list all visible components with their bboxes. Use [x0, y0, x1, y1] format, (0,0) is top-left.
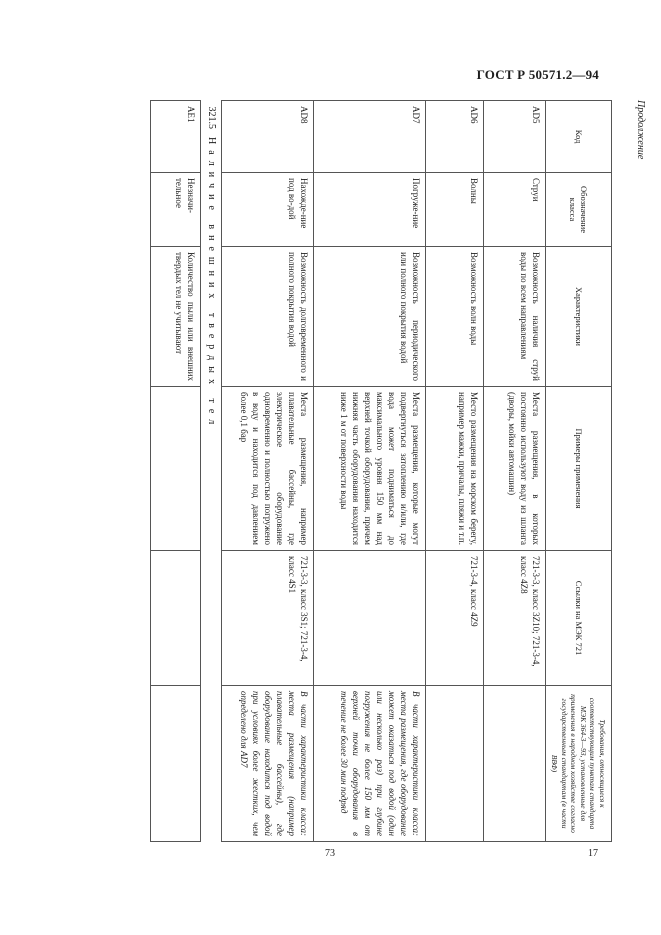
cell-iec: 721-3-3, класс 3Z10; 721-3-4, класс 4Z8 [484, 551, 546, 686]
cell-iec [151, 551, 201, 686]
cell-requirements: В части характеристики класса: места размещения (например плавательные бассейны), где оборудование находится под водой при условиях более жестких, чем определено для AD7 [222, 686, 314, 842]
cell-class: Незначи-тельное [151, 173, 201, 247]
section-heading [201, 101, 222, 842]
header-class: Обозначение класса [546, 173, 612, 247]
cell-examples [151, 387, 201, 551]
page-number-left: 73 [325, 848, 335, 859]
section-number: 321.5 [206, 106, 217, 129]
cell-examples: Место размещения на морском берегу, например мажки, причалы, пляжи и т.п. [426, 387, 484, 551]
continuation-label: Продолжение [635, 100, 646, 160]
cell-examples: Места размещения, которые могут подвергнуться затоплению и/или, где вода может подниматься до максимального уровня 150 мм над верхней точкой оборудования, причем нижняя часть оборудования находится ниже 1 м от поверхности воды [314, 387, 426, 551]
header-requirements: Требования, относящиеся к соответствующим пунктам стандарта МЭК 364-3—93, установленные для применения в народном хозяйстве согласно государственным стандартам (в части ВВФ) [546, 686, 612, 842]
table-row [484, 101, 546, 842]
cell-requirements [484, 686, 546, 842]
cell-iec [314, 551, 426, 686]
cell-characteristics: Возможность волн воды [426, 247, 484, 387]
cell-class: Нахожде-ние под во-дой [222, 173, 314, 247]
table-row [151, 101, 201, 842]
cell-iec: 721-3-3, класс 3S1; 721-3-4, класс 4S1 [222, 551, 314, 686]
cell-examples: Места размещения, в которых постоянно используют воду из шланга (дворы, мойки автомашин) [484, 387, 546, 551]
section-title: Наличие внешних твердых тел [206, 137, 217, 431]
cell-code: AD7 [314, 101, 426, 173]
cell-examples: Места размещения, например плавательные бассейны, где электрическое оборудование одновременно и полностью погружено в воду и находится под давлением более 0,1 бар [222, 387, 314, 551]
cell-characteristics: Возможность наличия струй воды по всем направлениям [484, 247, 546, 387]
cell-characteristics: Возможность периодического или полного покрытия водой [314, 247, 426, 387]
cell-requirements: В части характеристики класса: места размещения, где оборудование может оказаться под водой (один или несколько раз) при глубине погружения не более 150 мм от верхней точки оборудования в течение не более 30 мин подряд [314, 686, 426, 842]
standard-number: ГОСТ Р 50571.2—94 [476, 67, 599, 82]
cell-class: Волны [426, 173, 484, 247]
cell-class: Погруже-ние [314, 173, 426, 247]
section-row [201, 101, 222, 842]
cell-code: AD8 [222, 101, 314, 173]
table-row [426, 101, 484, 842]
table-header-row [546, 101, 612, 842]
header-code: Код [546, 101, 612, 173]
cell-requirements [151, 686, 201, 842]
header-examples: Примеры применения [546, 387, 612, 551]
cell-code: AD6 [426, 101, 484, 173]
cell-class: Струи [484, 173, 546, 247]
header-iec: Ссылки на МЭК 721 [546, 551, 612, 686]
cell-code: AE1 [151, 101, 201, 173]
classification-table [150, 100, 612, 842]
cell-requirements [426, 686, 484, 842]
cell-code: AD5 [484, 101, 546, 173]
cell-characteristics: Количество пыли или внешних твердых тел не учитывают [151, 247, 201, 387]
rotated-table-container [157, 100, 612, 841]
cell-characteristics: Возможность долговременного и полного покрытия водой [222, 247, 314, 387]
cell-iec: 721-3-4, класс 4Z9 [426, 551, 484, 686]
header-characteristics: Характеристики [546, 247, 612, 387]
table-row [222, 101, 314, 842]
page-number-right: 17 [588, 848, 598, 859]
table-row [314, 101, 426, 842]
